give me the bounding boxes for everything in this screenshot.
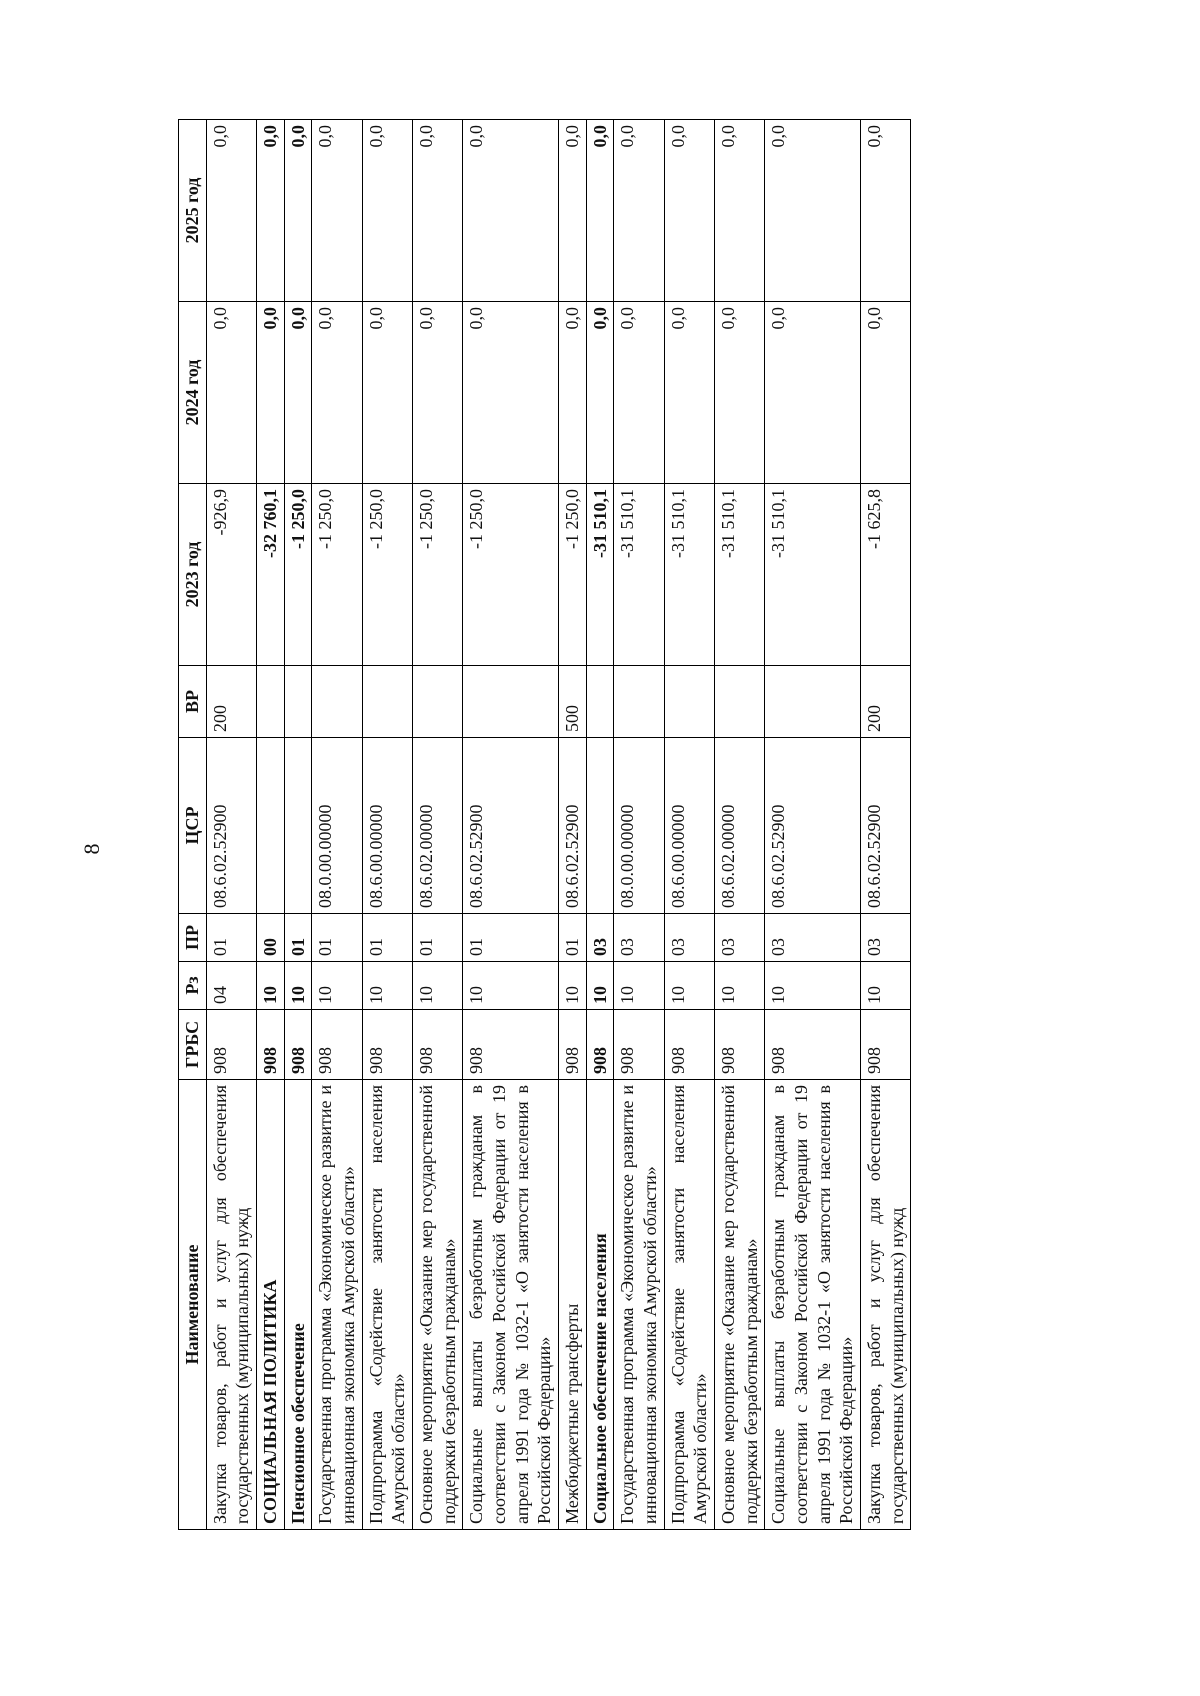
table-cell: -1 625,8 bbox=[861, 484, 911, 666]
table-cell: Социальные выплаты безработным гражданам в соответствии с Законом Российской Федерации от 19 апреля 1991 года № 1032-1 «О занятости населения в Российской Федерации» bbox=[463, 1080, 559, 1530]
table-cell: 08.6.02.52900 bbox=[559, 738, 587, 914]
table-cell: 01 bbox=[413, 914, 463, 962]
table-cell: 10 bbox=[559, 962, 587, 1010]
table-cell: 00 bbox=[257, 914, 285, 962]
table-cell: 01 bbox=[284, 914, 312, 962]
table-cell: 0,0 bbox=[284, 302, 312, 484]
table-cell bbox=[257, 666, 285, 738]
table-cell: 908 bbox=[206, 1010, 256, 1080]
table-cell: 0,0 bbox=[861, 302, 911, 484]
table-cell bbox=[312, 666, 362, 738]
table-cell bbox=[614, 666, 664, 738]
table-cell: 08.6.02.52900 bbox=[765, 738, 861, 914]
table-cell: -1 250,0 bbox=[284, 484, 312, 666]
table-row bbox=[664, 120, 714, 1530]
table-cell: -31 510,1 bbox=[765, 484, 861, 666]
table-cell: 908 bbox=[257, 1010, 285, 1080]
table-cell: 0,0 bbox=[463, 302, 559, 484]
table-cell: 10 bbox=[765, 962, 861, 1010]
table-cell: СОЦИАЛЬНАЯ ПОЛИТИКА bbox=[257, 1080, 285, 1530]
table-cell: Закупка товаров, работ и услуг для обеспечения государственных (муниципальных) нужд bbox=[861, 1080, 911, 1530]
table-cell bbox=[765, 666, 861, 738]
table-cell: 908 bbox=[664, 1010, 714, 1080]
table-cell: 04 bbox=[206, 962, 256, 1010]
rotated-table-area bbox=[178, 120, 1078, 1530]
table-cell: 01 bbox=[362, 914, 412, 962]
table-cell bbox=[362, 666, 412, 738]
table-cell bbox=[413, 666, 463, 738]
table-cell bbox=[586, 738, 614, 914]
table-row bbox=[765, 120, 861, 1530]
table-cell bbox=[586, 666, 614, 738]
table-cell: Социальные выплаты безработным гражданам в соответствии с Законом Российской Федерации от 19 апреля 1991 года № 1032-1 «О занятости населения в Российской Федерации» bbox=[765, 1080, 861, 1530]
header-cell: ГРБС bbox=[179, 1010, 207, 1080]
table-cell: 908 bbox=[463, 1010, 559, 1080]
table-cell: -1 250,0 bbox=[312, 484, 362, 666]
table-cell: 200 bbox=[206, 666, 256, 738]
table-cell: Пенсионное обеспечение bbox=[284, 1080, 312, 1530]
table-cell: Государственная программа «Экономическое развитие и инновационная экономика Амурской области» bbox=[614, 1080, 664, 1530]
table-cell: 0,0 bbox=[664, 302, 714, 484]
header-cell: 2025 год bbox=[179, 120, 207, 302]
table-cell: 0,0 bbox=[362, 120, 412, 302]
table-cell: 01 bbox=[559, 914, 587, 962]
table-row bbox=[586, 120, 614, 1530]
table-cell: Закупка товаров, работ и услуг для обеспечения государственных (муниципальных) нужд bbox=[206, 1080, 256, 1530]
header-cell: Наименование bbox=[179, 1080, 207, 1530]
header-cell: ПР bbox=[179, 914, 207, 962]
table-cell: 01 bbox=[312, 914, 362, 962]
table-row bbox=[284, 120, 312, 1530]
table-row bbox=[614, 120, 664, 1530]
table-cell: 01 bbox=[463, 914, 559, 962]
page-number: 8 bbox=[79, 843, 104, 855]
table-cell bbox=[284, 666, 312, 738]
table-cell: 0,0 bbox=[614, 302, 664, 484]
table-cell: 908 bbox=[715, 1010, 765, 1080]
table-cell: 0,0 bbox=[715, 302, 765, 484]
table-cell: 08.6.02.52900 bbox=[861, 738, 911, 914]
table-cell: 0,0 bbox=[664, 120, 714, 302]
table-cell: 01 bbox=[206, 914, 256, 962]
table-cell: 10 bbox=[257, 962, 285, 1010]
table-cell: 10 bbox=[284, 962, 312, 1010]
budget-table bbox=[178, 119, 911, 1530]
table-cell: 10 bbox=[463, 962, 559, 1010]
table-cell: -31 510,1 bbox=[664, 484, 714, 666]
table-row bbox=[715, 120, 765, 1530]
table-cell bbox=[715, 666, 765, 738]
table-row bbox=[257, 120, 285, 1530]
table-cell: -1 250,0 bbox=[463, 484, 559, 666]
table-cell: 03 bbox=[765, 914, 861, 962]
table-cell: 10 bbox=[861, 962, 911, 1010]
table-cell bbox=[664, 666, 714, 738]
table-cell: 0,0 bbox=[413, 120, 463, 302]
table-row bbox=[559, 120, 587, 1530]
table-cell: 10 bbox=[586, 962, 614, 1010]
table-cell: 908 bbox=[413, 1010, 463, 1080]
table-cell: 0,0 bbox=[586, 302, 614, 484]
table-cell: -31 510,1 bbox=[586, 484, 614, 666]
table-row bbox=[413, 120, 463, 1530]
table-cell bbox=[284, 738, 312, 914]
table-cell: 0,0 bbox=[861, 120, 911, 302]
table-cell: 10 bbox=[413, 962, 463, 1010]
table-row bbox=[362, 120, 412, 1530]
table-cell: 0,0 bbox=[559, 302, 587, 484]
table-cell: 08.0.00.00000 bbox=[614, 738, 664, 914]
table-cell: 08.6.02.00000 bbox=[413, 738, 463, 914]
header-cell: ВР bbox=[179, 666, 207, 738]
table-cell: 0,0 bbox=[257, 120, 285, 302]
table-cell: 908 bbox=[765, 1010, 861, 1080]
table-cell: 0,0 bbox=[206, 302, 256, 484]
table-body bbox=[206, 120, 911, 1530]
table-cell: 200 bbox=[861, 666, 911, 738]
table-cell: 08.0.00.00000 bbox=[312, 738, 362, 914]
table-cell: Социальное обеспечение населения bbox=[586, 1080, 614, 1530]
table-cell: 0,0 bbox=[362, 302, 412, 484]
table-cell: 0,0 bbox=[284, 120, 312, 302]
table-row bbox=[861, 120, 911, 1530]
table-cell: 908 bbox=[614, 1010, 664, 1080]
table-cell: 0,0 bbox=[715, 120, 765, 302]
table-cell: 908 bbox=[586, 1010, 614, 1080]
table-cell: -31 510,1 bbox=[614, 484, 664, 666]
table-cell: Основное мероприятие «Оказание мер государственной поддержки безработным гражданам» bbox=[413, 1080, 463, 1530]
table-cell bbox=[257, 738, 285, 914]
table-cell: Подпрограмма «Содействие занятости населения Амурской области» bbox=[664, 1080, 714, 1530]
table-cell: -31 510,1 bbox=[715, 484, 765, 666]
table-cell: 08.6.02.52900 bbox=[463, 738, 559, 914]
table-cell: 08.6.02.52900 bbox=[206, 738, 256, 914]
table-cell: 908 bbox=[312, 1010, 362, 1080]
table-cell bbox=[463, 666, 559, 738]
table-cell: 0,0 bbox=[312, 302, 362, 484]
table-cell: 03 bbox=[664, 914, 714, 962]
table-cell: 0,0 bbox=[463, 120, 559, 302]
table-cell: -926,9 bbox=[206, 484, 256, 666]
table-cell: 03 bbox=[586, 914, 614, 962]
table-cell: 908 bbox=[861, 1010, 911, 1080]
table-cell: 500 bbox=[559, 666, 587, 738]
table-cell: 908 bbox=[362, 1010, 412, 1080]
table-cell: Основное мероприятие «Оказание мер государственной поддержки безработным гражданам» bbox=[715, 1080, 765, 1530]
table-cell: 0,0 bbox=[765, 302, 861, 484]
table-cell: 03 bbox=[861, 914, 911, 962]
table-cell: 03 bbox=[614, 914, 664, 962]
table-cell: 10 bbox=[614, 962, 664, 1010]
table-cell: 08.6.00.00000 bbox=[664, 738, 714, 914]
table-cell: 10 bbox=[715, 962, 765, 1010]
header-cell: ЦСР bbox=[179, 738, 207, 914]
header-cell: 2023 год bbox=[179, 484, 207, 666]
table-cell: -1 250,0 bbox=[559, 484, 587, 666]
table-cell: 0,0 bbox=[206, 120, 256, 302]
table-cell: -1 250,0 bbox=[362, 484, 412, 666]
table-cell: -32 760,1 bbox=[257, 484, 285, 666]
table-cell: 908 bbox=[559, 1010, 587, 1080]
table-cell: Государственная программа «Экономическое развитие и инновационная экономика Амурской области» bbox=[312, 1080, 362, 1530]
table-cell: 10 bbox=[362, 962, 412, 1010]
table-cell: 10 bbox=[312, 962, 362, 1010]
table-header-row bbox=[179, 120, 207, 1530]
header-cell: 2024 год bbox=[179, 302, 207, 484]
table-cell: Межбюджетные трансферты bbox=[559, 1080, 587, 1530]
table-cell: Подпрограмма «Содействие занятости населения Амурской области» bbox=[362, 1080, 412, 1530]
table-row bbox=[463, 120, 559, 1530]
table-cell: 10 bbox=[664, 962, 714, 1010]
table-cell: 908 bbox=[284, 1010, 312, 1080]
table-cell: 08.6.02.00000 bbox=[715, 738, 765, 914]
table-cell: 0,0 bbox=[413, 302, 463, 484]
table-cell: 0,0 bbox=[614, 120, 664, 302]
table-cell: 0,0 bbox=[257, 302, 285, 484]
table-cell: 08.6.00.00000 bbox=[362, 738, 412, 914]
table-cell: 0,0 bbox=[586, 120, 614, 302]
table-row bbox=[312, 120, 362, 1530]
table-cell: 0,0 bbox=[559, 120, 587, 302]
table-row bbox=[206, 120, 256, 1530]
table-cell: 0,0 bbox=[312, 120, 362, 302]
header-cell: Рз bbox=[179, 962, 207, 1010]
table-cell: 03 bbox=[715, 914, 765, 962]
table-cell: 0,0 bbox=[765, 120, 861, 302]
table-cell: -1 250,0 bbox=[413, 484, 463, 666]
